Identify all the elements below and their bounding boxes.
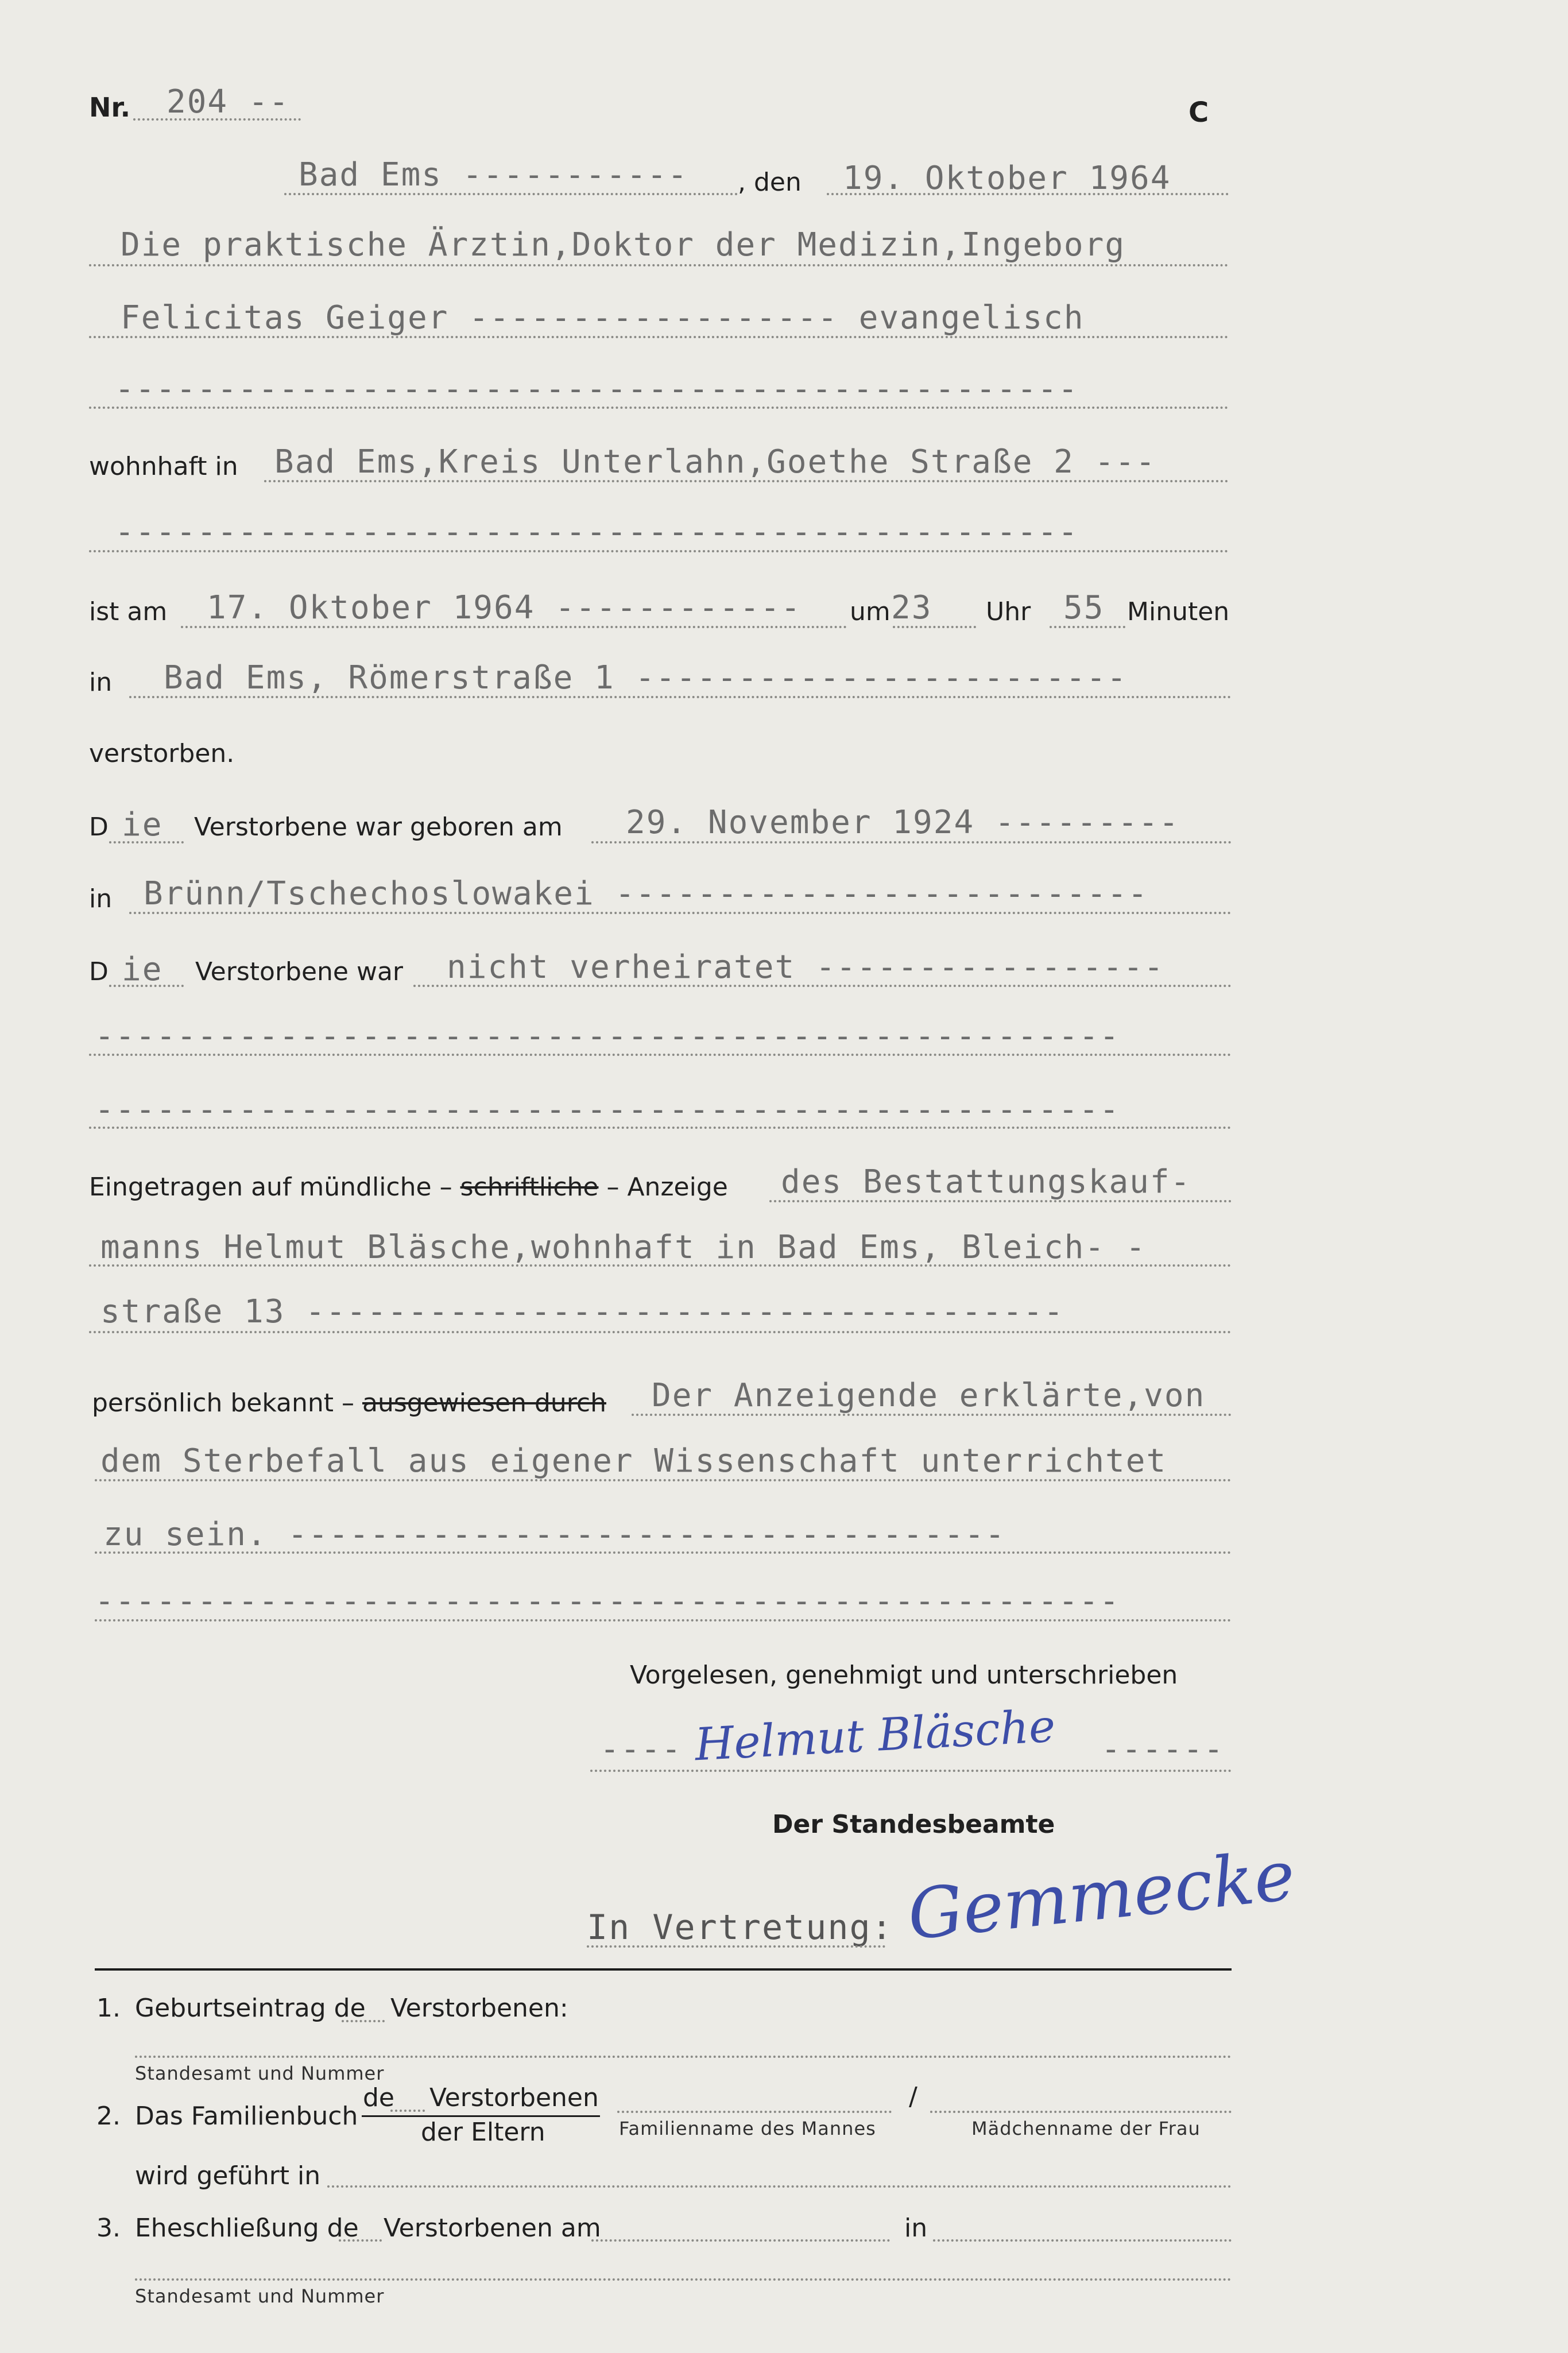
report-label-start: Eingetragen auf mündliche – [89,1172,452,1202]
death-date-dotted-line [181,626,847,628]
marriage-article-dotted-line [339,2239,382,2242]
residence-value: Bad Ems,Kreis Unterlahn,Goethe Straße 2 --- [274,443,1156,481]
marital-dotted-line-1 [413,985,1232,987]
person-dotted-line-2 [89,336,1229,338]
minutes-label: Minuten [1127,597,1230,626]
nr-dotted-line [133,118,301,121]
marriage-deceased-on: Verstorbenen am [384,2213,601,2243]
den-label: , den [738,168,802,197]
minute-dotted-line [1050,626,1125,628]
fraction-line [362,2115,600,2117]
footer-number-3: 3. [96,2213,121,2243]
registrar-title: Der Standesbeamte [772,1810,1055,1839]
report-dotted-line-2 [89,1264,1232,1267]
office-number-caption-1: Standesamt und Nummer [135,2062,385,2084]
birth-date-dotted-line [591,841,1232,843]
marriage-place-dotted-line [933,2239,1232,2242]
marriage-date-dotted-line [591,2239,890,2242]
marital-line-2: -------------------------------------------------- [95,1017,1120,1055]
identity-dotted-line-3 [95,1551,1232,1554]
death-place-label: in [89,668,113,697]
marital-dotted-line-3 [89,1127,1232,1129]
deceased-name-line-1: Die praktische Ärztin,Doktor der Medizin,Ingeborg [121,226,1126,264]
person-dotted-line-1 [89,264,1229,266]
deceased-label: verstorben. [89,739,235,768]
report-label-struck: schriftliche [460,1172,599,1202]
person-dotted-line-3 [89,407,1229,409]
birth-place: Brünn/Tschechoslowakei -------------------------- [144,875,1149,912]
identity-line-4: -------------------------------------------------- [95,1582,1120,1620]
birth-entry-article-dotted-line [342,2020,385,2022]
hour-label: Uhr [986,597,1031,626]
at-label: um [850,597,891,626]
identity-line-3: zu sein. ----------------------------------- [103,1516,1006,1553]
marital-dotted-line-2 [89,1054,1232,1056]
nr-label: Nr. [89,92,131,123]
footer-separator [95,1968,1232,1971]
born-on-label: Verstorbene war geboren am [194,812,563,842]
marital-article-prefix: D [89,957,109,986]
signature-left-dashes: ---- [600,1731,682,1768]
birth-place-label: in [89,884,113,914]
report-line-1: des Bestattungskauf- [781,1163,1191,1201]
marital-article-dotted-line [109,985,184,987]
birth-entry-label: Geburtseintrag de [135,1994,366,2023]
identity-dotted-line-2 [95,1479,1232,1481]
report-line-2: manns Helmut Bläsche,wohnhaft in Bad Ems, Bleich- - [100,1229,1147,1266]
marital-label: Verstorbene war [195,957,404,986]
birth-article: ie [122,806,163,843]
deputy-underline [587,1945,885,1948]
marriage-place-label: in [904,2213,928,2243]
name-separator: / [909,2082,917,2111]
wife-maiden-caption: Mädchenname der Frau [971,2118,1201,2139]
marriage-office-dotted-line [135,2278,1232,2281]
kept-in-dotted-line [327,2185,1232,2188]
office-number-caption-2: Standesamt und Nummer [135,2285,385,2307]
family-book-label: Das Familienbuch [135,2102,358,2131]
registration-place: Bad Ems ----------- [299,156,688,193]
residence-dotted-line-1 [264,480,1229,482]
husband-name-caption: Familienname des Mannes [619,2118,876,2139]
report-dotted-line-3 [89,1331,1232,1333]
marital-line-3: -------------------------------------------------- [95,1091,1120,1128]
report-label [89,1172,728,1202]
nr-value: 204 -- [167,83,290,121]
family-book-article-dotted-line [390,2110,425,2112]
footer-number-1: 1. [96,1994,121,2023]
identity-label-struck: ausgewiesen durch [362,1388,606,1418]
birth-article-dotted-line [109,841,184,843]
marriage-label: Eheschließung de [135,2213,359,2243]
birth-place-dotted-line [129,912,1232,914]
report-label-end: – Anzeige [606,1172,728,1202]
date-dotted-line [827,193,1229,195]
identity-label [92,1388,606,1418]
death-hour: 23 [891,589,932,626]
identity-label-start: persönlich bekannt – [92,1388,355,1418]
place-dotted-line [284,193,738,195]
deceased-name-line-3: ----------------------------------------------- [115,370,1079,408]
wife-name-dotted-line [930,2111,1232,2113]
hour-dotted-line [893,626,976,628]
registrar-signature: Gemmecke [904,1836,1299,1956]
marital-status: nicht verheiratet ----------------- [447,949,1165,986]
birth-entry-deceased: Verstorbenen: [390,1994,568,2023]
deceased-name-line-2: Felicitas Geiger ------------------ evangelisch [121,299,1085,336]
birth-entry-dotted-line [135,2056,1232,2058]
identity-dotted-line-1 [632,1414,1232,1416]
birth-article-prefix: D [89,812,109,842]
footer-number-2: 2. [96,2102,121,2131]
read-approved-signed: Vorgelesen, genehmigt und unterschrieben [630,1661,1178,1690]
husband-name-dotted-line [617,2111,892,2113]
of-deceased-option: Verstorbenen [429,2083,599,2112]
death-minute: 55 [1063,589,1105,626]
kept-in-label: wird geführt in [135,2161,321,2191]
death-place: Bad Ems, Römerstraße 1 ------------------------ [164,659,1128,696]
of-parents-option: der Eltern [421,2118,545,2147]
marital-article: ie [122,951,163,988]
informant-signature: Helmut Bläsche [694,1700,1057,1771]
family-book-article: de [363,2083,394,2112]
identity-dotted-line-4 [95,1619,1232,1621]
registration-date: 19. Oktober 1964 [843,160,1171,197]
report-line-3: straße 13 ------------------------------------- [100,1293,1064,1330]
identity-line-2: dem Sterbefall aus eigener Wissenschaft unterrichtet [100,1442,1167,1480]
deputy-label: In Vertretung: [587,1907,893,1948]
signature-right-dashes: ------ [1101,1731,1225,1768]
signature-dotted-line [590,1770,1232,1772]
death-date: 17. Oktober 1964 ------------ [207,589,802,626]
residence-dotted-line-2 [89,550,1229,552]
identity-line-1: Der Anzeigende erklärte,von [652,1377,1206,1414]
register-letter: C [1188,96,1209,129]
death-place-dotted-line [129,696,1232,698]
residence-line-2: ----------------------------------------------- [115,513,1079,551]
report-dotted-line-1 [769,1200,1232,1202]
residence-label: wohnhaft in [89,452,238,481]
died-on-label: ist am [89,597,168,626]
birth-date: 29. November 1924 --------- [626,804,1180,841]
